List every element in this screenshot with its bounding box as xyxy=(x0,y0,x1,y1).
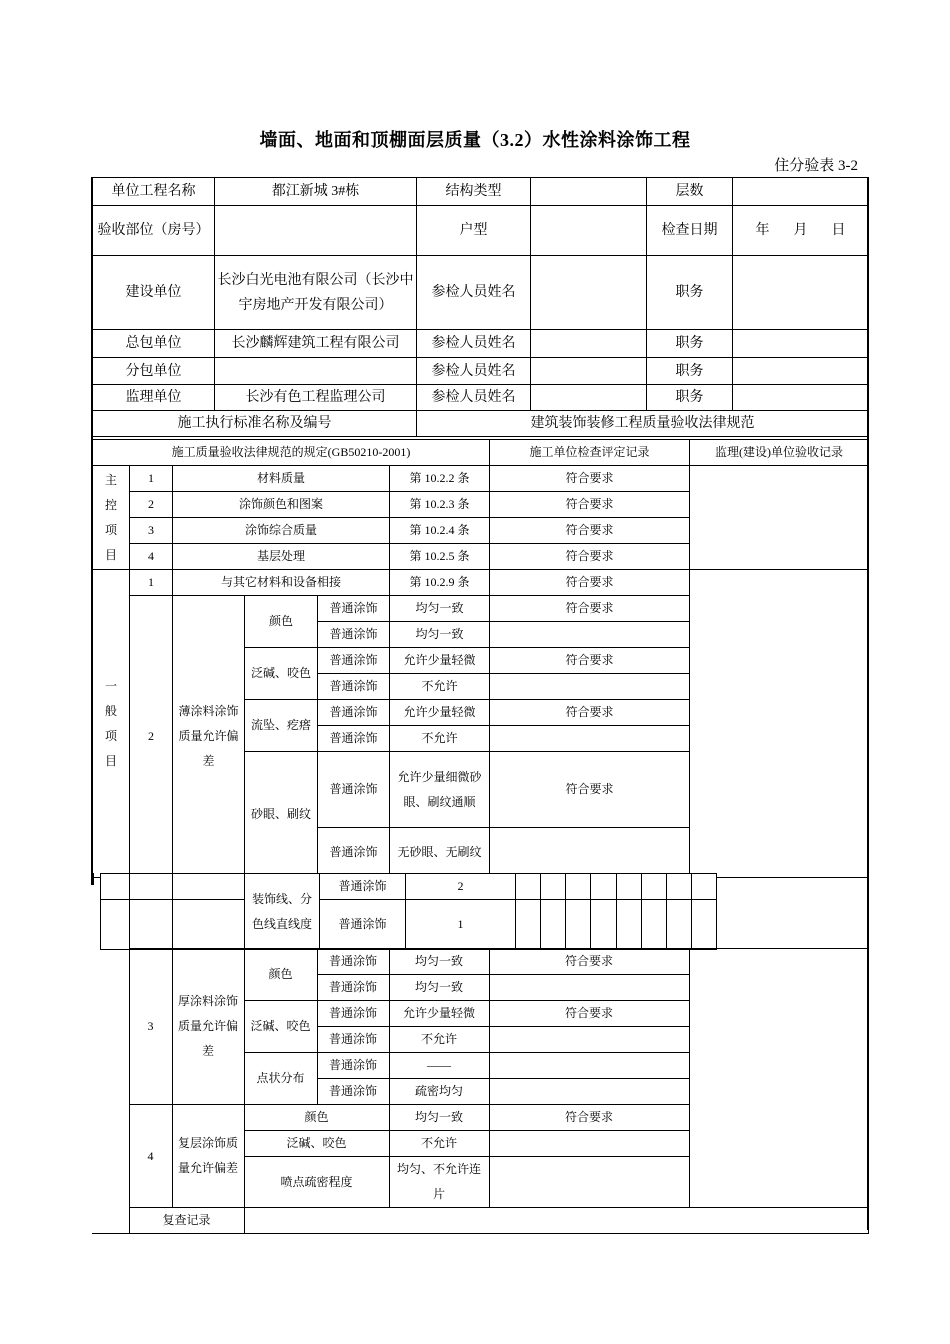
item-no: 2 xyxy=(130,492,173,518)
spec-column-header: 施工质量验收法律规范的规定(GB50210-2001) xyxy=(93,440,490,466)
grade: 普通涂饰 xyxy=(317,949,389,975)
outer-border-left xyxy=(91,177,93,885)
grade: 普通涂饰 xyxy=(318,596,390,622)
item-result-empty xyxy=(490,674,690,700)
grade: 普通涂饰 xyxy=(317,1053,389,1079)
item-name: 薄涂料涂饰质量允许偏差 xyxy=(173,596,245,878)
inspector-label: 参检人员姓名 xyxy=(417,330,531,358)
supervision-record-main xyxy=(690,466,869,570)
item-clause: 第 10.2.5 条 xyxy=(390,544,490,570)
item-result: 符合要求 xyxy=(489,1001,689,1027)
floors-label: 层数 xyxy=(647,178,733,206)
sub-item-color: 颜色 xyxy=(244,949,317,1001)
line-straightness-table xyxy=(100,873,717,950)
general-contractor-value: 长沙麟辉建筑工程有限公司 xyxy=(215,330,417,358)
post-value xyxy=(733,358,869,385)
allowance: 均匀一致 xyxy=(389,949,489,975)
measure-cell xyxy=(591,874,617,900)
inspector-value xyxy=(531,330,647,358)
measure-cell xyxy=(642,874,667,900)
allowance: 均匀一致 xyxy=(390,596,490,622)
floors-value xyxy=(733,178,869,206)
inspection-table-lower xyxy=(92,948,869,1234)
item-clause: 第 10.2.2 条 xyxy=(390,466,490,492)
blank-cell xyxy=(173,900,245,950)
item-no: 1 xyxy=(130,466,173,492)
house-type-label: 户型 xyxy=(417,206,531,256)
item-result-empty xyxy=(489,1079,689,1105)
measure-cell xyxy=(692,874,717,900)
post-label: 职务 xyxy=(647,358,733,385)
item-clause: 第 10.2.3 条 xyxy=(390,492,490,518)
inspector-label: 参检人员姓名 xyxy=(417,256,531,330)
form-number: 住分验表 3-2 xyxy=(774,158,858,174)
allowance: 允许少量细微砂眼、刷纹通顺 xyxy=(390,752,490,828)
item-name: 基层处理 xyxy=(173,544,390,570)
grade: 普通涂饰 xyxy=(318,726,390,752)
item-result-empty xyxy=(489,1131,689,1157)
allowance: 均匀一致 xyxy=(389,1105,489,1131)
grade: 普通涂饰 xyxy=(318,700,390,726)
allowance: 不允许 xyxy=(390,674,490,700)
sub-item-dots: 点状分布 xyxy=(244,1053,317,1105)
grade: 普通涂饰 xyxy=(317,975,389,1001)
review-label: 复查记录 xyxy=(129,1208,244,1234)
supervisor-label: 监理单位 xyxy=(93,385,215,411)
item-name: 与其它材料和设备相接 xyxy=(173,570,390,596)
inspector-value xyxy=(531,385,647,411)
review-value xyxy=(244,1208,868,1234)
allowance: 疏密均匀 xyxy=(389,1079,489,1105)
measure-cell xyxy=(541,874,566,900)
grade: 普通涂饰 xyxy=(320,900,406,950)
sub-contractor-label: 分包单位 xyxy=(93,358,215,385)
item-clause: 第 10.2.4 条 xyxy=(390,518,490,544)
item-result: 符合要求 xyxy=(490,752,690,828)
item-name: 复层涂饰质量允许偏差 xyxy=(172,1105,244,1208)
inspection-table xyxy=(92,439,869,878)
date-month: 月 xyxy=(793,223,808,238)
main-control-label: 主 控 项 目 xyxy=(93,466,130,570)
allowance: 1 xyxy=(406,900,516,950)
supervisor-value: 长沙有色工程监理公司 xyxy=(215,385,417,411)
measure-cell xyxy=(667,900,692,950)
check-date-value xyxy=(733,206,869,256)
allowance: 均匀、不允许连片 xyxy=(389,1157,489,1208)
measure-cell xyxy=(566,874,591,900)
grade: 普通涂饰 xyxy=(317,1001,389,1027)
item-result: 符合要求 xyxy=(490,466,690,492)
allowance: 不允许 xyxy=(389,1131,489,1157)
sub-item-sand: 砂眼、刷纹 xyxy=(245,752,318,878)
item-result-empty xyxy=(489,1053,689,1079)
allowance: 允许少量轻微 xyxy=(390,648,490,674)
item-clause: 第 10.2.9 条 xyxy=(390,570,490,596)
allowance: 均匀一致 xyxy=(389,975,489,1001)
item-result-empty xyxy=(490,726,690,752)
standard-label: 施工执行标准名称及编号 xyxy=(93,411,417,437)
grade: 普通涂饰 xyxy=(318,752,390,828)
measure-cell xyxy=(667,874,692,900)
structure-label: 结构类型 xyxy=(417,178,531,206)
inspector-value xyxy=(531,358,647,385)
general-contractor-label: 总包单位 xyxy=(93,330,215,358)
page-title: 墙面、地面和顶棚面层质量（3.2）水性涂料涂饰工程 xyxy=(259,130,691,150)
supervision-record-general xyxy=(690,570,869,878)
project-name-label: 单位工程名称 xyxy=(93,178,215,206)
inspector-value xyxy=(531,256,647,330)
measure-cell xyxy=(516,874,541,900)
grade: 普通涂饰 xyxy=(318,828,390,878)
owner-value: 长沙白光电池有限公司（长沙中宇房地产开发有限公司） xyxy=(215,256,417,330)
measure-cell xyxy=(516,900,541,950)
grade: 普通涂饰 xyxy=(318,674,390,700)
sub-item-alkali: 泛碱、咬色 xyxy=(245,648,318,700)
post-value xyxy=(733,330,869,358)
date-year: 年 xyxy=(755,223,770,238)
allowance: 均匀一致 xyxy=(390,622,490,648)
item-result: 符合要求 xyxy=(490,648,690,674)
item-no: 2 xyxy=(130,596,173,878)
structure-value xyxy=(531,178,647,206)
item-no: 3 xyxy=(130,518,173,544)
item-result-empty xyxy=(490,828,690,878)
blank-cell xyxy=(130,874,173,900)
item-result: 符合要求 xyxy=(489,949,689,975)
post-label: 职务 xyxy=(647,256,733,330)
owner-label: 建设单位 xyxy=(93,256,215,330)
measure-cell xyxy=(541,900,566,950)
item-result-empty xyxy=(489,975,689,1001)
measure-cell xyxy=(566,900,591,950)
blank-cell xyxy=(101,874,130,900)
blank-cell xyxy=(101,900,130,950)
item-result-empty xyxy=(490,622,690,648)
sub-item-sag: 流坠、疙瘩 xyxy=(245,700,318,752)
item-no: 4 xyxy=(130,544,173,570)
allowance: 允许少量轻微 xyxy=(390,700,490,726)
post-value xyxy=(733,256,869,330)
check-date-label: 检查日期 xyxy=(647,206,733,256)
supervision-column-header: 监理(建设)单位验收记录 xyxy=(690,440,869,466)
outer-border-right xyxy=(867,177,869,1230)
contractor-column-header: 施工单位检查评定记录 xyxy=(490,440,690,466)
measure-cell xyxy=(642,900,667,950)
date-day: 日 xyxy=(831,223,846,238)
sub-item-alkali: 泛碱、咬色 xyxy=(244,1131,389,1157)
sub-item-line: 装饰线、分色线直线度 xyxy=(245,874,320,950)
grade: 普通涂饰 xyxy=(317,1027,389,1053)
measure-cell xyxy=(692,900,717,950)
part-value xyxy=(215,206,417,256)
general-items-label: 一 般 项 目 xyxy=(93,570,130,878)
post-label: 职务 xyxy=(647,385,733,411)
allowance: 不允许 xyxy=(390,726,490,752)
inspector-label: 参检人员姓名 xyxy=(417,358,531,385)
allowance: 允许少量轻微 xyxy=(389,1001,489,1027)
grade: 普通涂饰 xyxy=(320,874,406,900)
item-no: 3 xyxy=(129,949,172,1105)
grade: 普通涂饰 xyxy=(317,1079,389,1105)
item-name: 材料质量 xyxy=(173,466,390,492)
item-result: 符合要求 xyxy=(489,1105,689,1131)
blank-cell xyxy=(173,874,245,900)
item-result: 符合要求 xyxy=(490,596,690,622)
item-name: 厚涂料涂饰质量允许偏差 xyxy=(172,949,244,1105)
post-value xyxy=(733,385,869,411)
grade: 普通涂饰 xyxy=(318,648,390,674)
project-name: 都江新城 3#栋 xyxy=(215,178,417,206)
item-result-empty xyxy=(489,1157,689,1208)
allowance: —— xyxy=(389,1053,489,1079)
sub-item-density: 喷点疏密程度 xyxy=(244,1157,389,1208)
sub-item-alkali: 泛碱、咬色 xyxy=(244,1001,317,1053)
item-no: 1 xyxy=(130,570,173,596)
allowance: 无砂眼、无刷纹 xyxy=(390,828,490,878)
sub-contractor-value xyxy=(215,358,417,385)
item-result: 符合要求 xyxy=(490,518,690,544)
item-name: 涂饰综合质量 xyxy=(173,518,390,544)
item-result: 符合要求 xyxy=(490,492,690,518)
item-result: 符合要求 xyxy=(490,570,690,596)
item-name: 涂饰颜色和图案 xyxy=(173,492,390,518)
blank-cell xyxy=(130,900,173,950)
header-table xyxy=(92,177,869,437)
allowance: 2 xyxy=(406,874,516,900)
part-label: 验收部位（房号） xyxy=(93,206,215,256)
item-result: 符合要求 xyxy=(490,700,690,726)
supervision-record-lower xyxy=(689,949,868,1208)
item-result-empty xyxy=(489,1027,689,1053)
allowance: 不允许 xyxy=(389,1027,489,1053)
inspector-label: 参检人员姓名 xyxy=(417,385,531,411)
house-type-value xyxy=(531,206,647,256)
item-result: 符合要求 xyxy=(490,544,690,570)
sub-item-color: 颜色 xyxy=(244,1105,389,1131)
measure-cell xyxy=(591,900,617,950)
sub-item-color: 颜色 xyxy=(245,596,318,648)
measure-cell xyxy=(617,874,642,900)
post-label: 职务 xyxy=(647,330,733,358)
general-label-continued xyxy=(92,949,129,1234)
measure-cell xyxy=(617,900,642,950)
item-no: 4 xyxy=(129,1105,172,1208)
standard-value: 建筑装饰装修工程质量验收法律规范 xyxy=(417,411,869,437)
grade: 普通涂饰 xyxy=(318,622,390,648)
